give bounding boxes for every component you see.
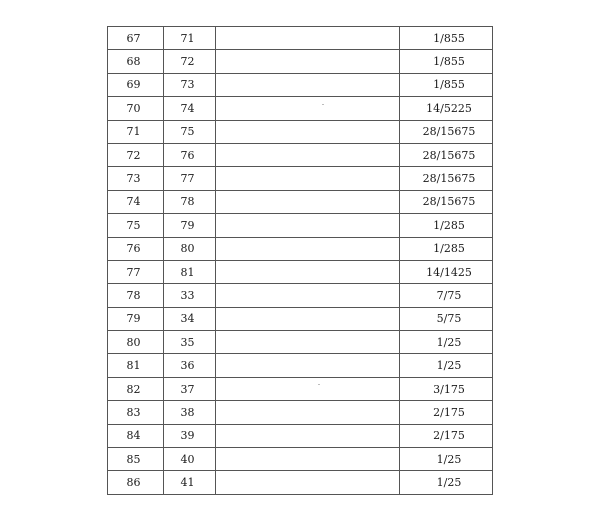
value-cell: 37 [164,377,216,400]
table-row [108,448,493,471]
empty-cell [216,471,400,494]
fraction-cell: 28/15675 [400,143,493,166]
value-cell: 36 [164,354,216,377]
empty-cell [216,27,400,50]
value-cell: 72 [164,50,216,73]
fraction-cell: 1/855 [400,73,493,96]
fraction-cell: 2/175 [400,424,493,447]
fraction-cell: 14/1425 [400,260,493,283]
row-index-cell: 79 [108,307,164,330]
empty-cell [216,237,400,260]
table-row [108,401,493,424]
empty-cell [216,354,400,377]
table-row [108,97,493,120]
table-row [108,143,493,166]
fraction-cell: 1/285 [400,237,493,260]
value-cell: 40 [164,448,216,471]
table-row [108,424,493,447]
empty-cell [216,97,400,120]
table-row [108,260,493,283]
value-cell: 75 [164,120,216,143]
row-index-cell: 80 [108,331,164,354]
table-row [108,284,493,307]
value-cell: 38 [164,401,216,424]
row-index-cell: 74 [108,190,164,213]
empty-cell [216,377,400,400]
empty-cell [216,50,400,73]
table-row [108,50,493,73]
value-cell: 77 [164,167,216,190]
fraction-cell: 1/25 [400,354,493,377]
empty-cell [216,424,400,447]
empty-cell [216,448,400,471]
table-row [108,27,493,50]
fraction-cell: 28/15675 [400,190,493,213]
empty-cell [216,214,400,237]
row-index-cell: 76 [108,237,164,260]
table-row [108,167,493,190]
empty-cell [216,120,400,143]
row-index-cell: 69 [108,73,164,96]
fraction-cell: 2/175 [400,401,493,424]
empty-cell [216,260,400,283]
fraction-cell: 28/15675 [400,167,493,190]
value-cell: 33 [164,284,216,307]
fraction-cell: 1/855 [400,50,493,73]
fraction-cell: 7/75 [400,284,493,307]
value-cell: 79 [164,214,216,237]
fraction-cell: 1/25 [400,448,493,471]
row-index-cell: 82 [108,377,164,400]
row-index-cell: 68 [108,50,164,73]
empty-cell [216,73,400,96]
row-index-cell: 67 [108,27,164,50]
table-row [108,214,493,237]
scan-speck [318,384,320,385]
scan-speck [322,104,324,105]
value-cell: 80 [164,237,216,260]
fraction-cell: 28/15675 [400,120,493,143]
empty-cell [216,167,400,190]
table-row [108,354,493,377]
row-index-cell: 85 [108,448,164,471]
table-row [108,237,493,260]
table-body [108,27,493,495]
fraction-cell: 1/855 [400,27,493,50]
row-index-cell: 78 [108,284,164,307]
row-index-cell: 77 [108,260,164,283]
row-index-cell: 71 [108,120,164,143]
value-cell: 71 [164,27,216,50]
fraction-cell: 1/25 [400,471,493,494]
value-cell: 78 [164,190,216,213]
value-cell: 34 [164,307,216,330]
value-cell: 39 [164,424,216,447]
value-cell: 41 [164,471,216,494]
fraction-cell: 5/75 [400,307,493,330]
row-index-cell: 72 [108,143,164,166]
value-cell: 35 [164,331,216,354]
fraction-cell: 1/285 [400,214,493,237]
value-cell: 81 [164,260,216,283]
value-cell: 73 [164,73,216,96]
table-row [108,471,493,494]
row-index-cell: 70 [108,97,164,120]
fraction-cell: 3/175 [400,377,493,400]
row-index-cell: 81 [108,354,164,377]
table-row [108,190,493,213]
fraction-cell: 1/25 [400,331,493,354]
table-row [108,73,493,96]
empty-cell [216,331,400,354]
empty-cell [216,307,400,330]
row-index-cell: 84 [108,424,164,447]
value-cell: 76 [164,143,216,166]
table-row [108,331,493,354]
fraction-cell: 14/5225 [400,97,493,120]
empty-cell [216,143,400,166]
row-index-cell: 73 [108,167,164,190]
table-row [108,120,493,143]
row-index-cell: 86 [108,471,164,494]
empty-cell [216,284,400,307]
data-table [107,26,493,495]
table-row [108,377,493,400]
row-index-cell: 75 [108,214,164,237]
value-cell: 74 [164,97,216,120]
table-row [108,307,493,330]
empty-cell [216,401,400,424]
empty-cell [216,190,400,213]
row-index-cell: 83 [108,401,164,424]
